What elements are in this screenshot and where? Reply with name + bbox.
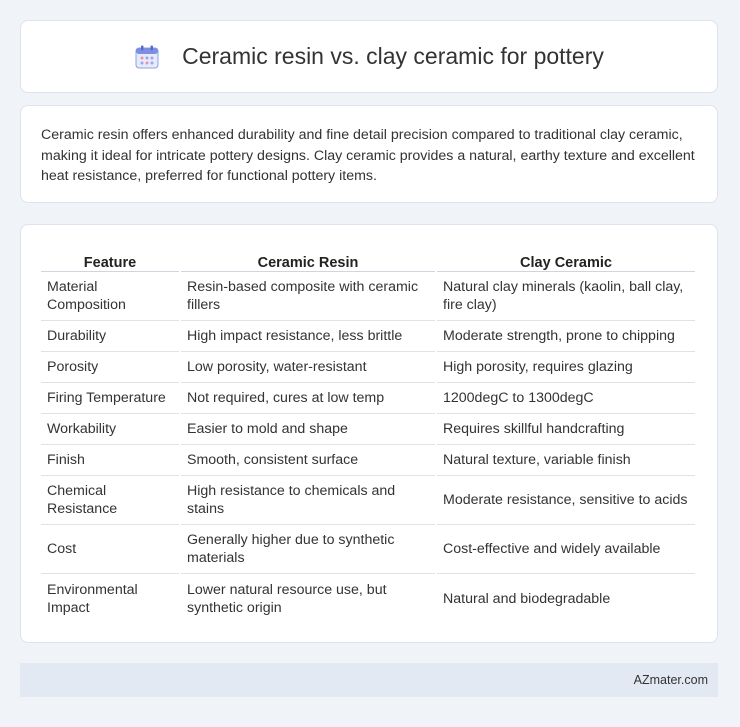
table-row	[41, 414, 695, 445]
feature-cell: Cost	[41, 525, 179, 574]
table-row	[41, 321, 695, 352]
clay-cell: High porosity, requires glazing	[437, 352, 695, 383]
resin-cell: Resin-based composite with ceramic fillers	[181, 272, 435, 321]
table-header-row	[41, 245, 695, 272]
clay-cell: Requires skillful handcrafting	[437, 414, 695, 445]
comparison-table	[39, 245, 697, 623]
feature-cell: Porosity	[41, 352, 179, 383]
clay-cell: Natural texture, variable finish	[437, 445, 695, 476]
feature-cell: Chemical Resistance	[41, 476, 179, 525]
clay-cell: Moderate resistance, sensitive to acids	[437, 476, 695, 525]
resin-cell: Low porosity, water-resistant	[181, 352, 435, 383]
table-row	[41, 383, 695, 414]
summary-card	[20, 105, 718, 203]
resin-cell: Lower natural resource use, but synthetic origin	[187, 581, 387, 616]
clay-cell: Moderate strength, prone to chipping	[437, 321, 695, 352]
clay-cell: Natural clay minerals (kaolin, ball clay, fire clay)	[437, 272, 695, 321]
resin-cell: High impact resistance, less brittle	[181, 321, 435, 352]
table-row	[41, 352, 695, 383]
table-row	[41, 525, 695, 574]
calendar-icon	[134, 44, 160, 70]
header-clay-ceramic: Clay Ceramic	[437, 245, 695, 272]
table-row	[41, 445, 695, 476]
resin-cell: Generally higher due to synthetic materials	[181, 525, 435, 574]
title-card	[20, 20, 718, 93]
feature-cell: Material Composition	[41, 272, 179, 321]
feature-cell: Finish	[41, 445, 179, 476]
resin-cell: Easier to mold and shape	[181, 414, 435, 445]
summary-text: Ceramic resin offers enhanced durability and fine detail precision compared to traditional clay ceramic, making it ideal for intricate pottery designs. Clay ceramic provides a natural, earthy texture and excellent heat resistance, preferred for functional pottery items.	[41, 127, 695, 184]
resin-cell: Smooth, consistent surface	[181, 445, 435, 476]
feature-cell: Durability	[41, 321, 179, 352]
table-row	[41, 476, 695, 525]
table-row	[41, 574, 695, 623]
feature-cell: Environmental Impact	[47, 581, 138, 616]
clay-cell: 1200degC to 1300degC	[437, 383, 695, 414]
footer-bar	[20, 663, 718, 697]
header-ceramic-resin: Ceramic Resin	[181, 245, 435, 272]
page-title: Ceramic resin vs. clay ceramic for pottery	[182, 43, 604, 69]
header-feature: Feature	[41, 245, 179, 272]
clay-cell: Natural and biodegradable	[443, 590, 611, 607]
clay-cell: Cost-effective and widely available	[437, 525, 695, 574]
table-row	[41, 272, 695, 321]
comparison-table-card	[20, 224, 718, 643]
resin-cell: Not required, cures at low temp	[181, 383, 435, 414]
feature-cell: Workability	[41, 414, 179, 445]
footer-site-name: AZmater.com	[633, 673, 708, 687]
resin-cell: High resistance to chemicals and stains	[181, 476, 435, 525]
feature-cell: Firing Temperature	[41, 383, 179, 414]
